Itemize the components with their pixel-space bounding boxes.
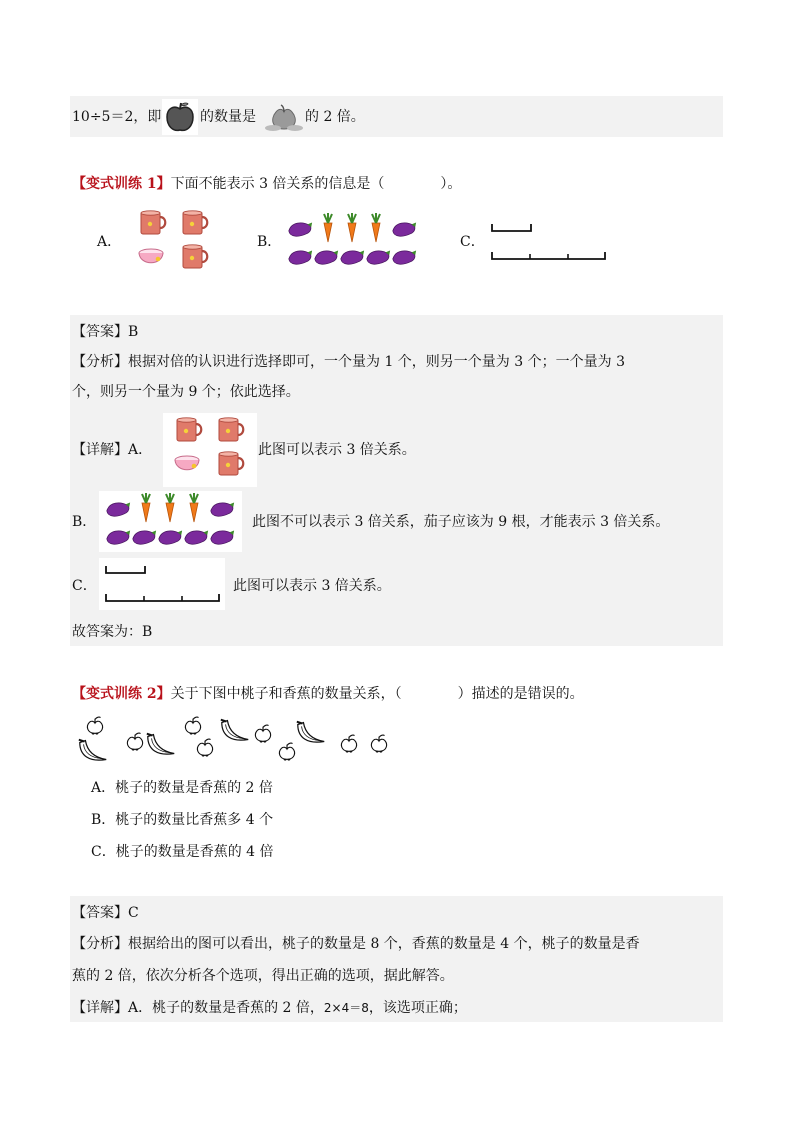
answer1-detail-c-label: C． — [72, 578, 97, 594]
answer1-analysis-tag: 【分析】 — [72, 354, 128, 370]
option-b-figure — [286, 213, 420, 271]
answer1-detail-a-text: 此图可以表示 3 倍关系。 — [258, 442, 416, 458]
answer2-analysis-text1: 根据给出的图可以看出，桃子的数量是 8 个，香蕉的数量是 4 个，桃子的数量是香 — [128, 936, 640, 952]
variant1-option-a: A． — [97, 234, 122, 250]
eggplant-icon — [211, 502, 234, 516]
detail-b-figure — [104, 493, 238, 551]
variant1-tag: 【变式训练 1】 — [72, 176, 171, 192]
answer1-analysis-line2: 个，则另一个量为 9 个；依此选择。 — [72, 384, 300, 400]
cup-icon — [219, 452, 243, 475]
eggplant-icon — [289, 250, 312, 264]
answer2-detail-formula: 2×4＝8 — [323, 1001, 369, 1015]
apple-icon — [162, 99, 198, 135]
peach-icon — [127, 733, 142, 751]
peach-icon — [197, 739, 212, 757]
top-line-post: 的 2 倍。 — [305, 109, 365, 125]
peach-icon — [264, 99, 304, 135]
eggplant-icon — [393, 222, 416, 236]
banana-icon — [221, 720, 248, 740]
eggplant-icon — [393, 250, 416, 264]
carrot-icon — [372, 213, 380, 242]
banana-icon — [297, 722, 324, 742]
answer2-detail-a: A．桃子的数量是香蕉的 2 倍， — [128, 1000, 324, 1016]
top-line-pre: 10÷5＝2，即 — [72, 109, 162, 125]
answer1-detail-tag: 【详解】 — [72, 442, 128, 458]
answer1-detail-c-text: 此图可以表示 3 倍关系。 — [233, 578, 391, 594]
banana-icon — [79, 740, 106, 760]
carrot-icon — [142, 493, 150, 522]
eggplant-icon — [107, 530, 130, 544]
answer2-detail — [72, 998, 467, 1018]
eggplant-icon — [289, 222, 312, 236]
answer2-detail-tag: 【详解】 — [72, 1000, 128, 1016]
option-c-segment-diagram — [488, 220, 608, 262]
variant2-question-text: 关于下图中桃子和香蕉的数量关系，（ ）描述的是错误的。 — [170, 686, 584, 702]
answer1-analysis-line1 — [72, 352, 625, 372]
variant1-question-text: 下面不能表示 3 倍关系的信息是（ ）。 — [170, 176, 462, 192]
top-line — [72, 107, 161, 127]
banana-icon — [147, 734, 174, 754]
peach-icon — [341, 735, 356, 753]
answer1-analysis-text1: 根据对倍的认识进行选择即可，一个量为 1 个，则另一个量为 3 个；一个量为 3 — [128, 354, 625, 370]
variant2-question — [72, 684, 584, 704]
variant1-option-c: C． — [460, 234, 485, 250]
peach-icon — [185, 717, 200, 735]
cup-icon — [177, 418, 201, 441]
top-line-mid-wrap — [200, 107, 256, 127]
carrot-icon — [348, 213, 356, 242]
eggplant-icon — [315, 250, 338, 264]
variant2-option-a: A．桃子的数量是香蕉的 2 倍 — [91, 780, 273, 796]
cup-icon — [183, 211, 207, 234]
eggplant-icon — [185, 530, 208, 544]
eggplant-icon — [367, 250, 390, 264]
eggplant-icon — [107, 502, 130, 516]
bowl-icon — [139, 249, 163, 263]
eggplant-icon — [159, 530, 182, 544]
answer2-analysis-line1 — [72, 934, 640, 954]
carrot-icon — [166, 493, 174, 522]
peach-icon — [371, 735, 386, 753]
top-line-post-wrap — [305, 107, 365, 127]
peach-icon — [279, 743, 294, 761]
variant1-question — [72, 174, 461, 194]
answer1-detail-b-label: B． — [72, 514, 97, 530]
answer2-answer: 【答案】C — [72, 905, 139, 921]
answer2-analysis-line2: 蕉的 2 倍，依次分析各个选项，得出正确的选项，据此解答。 — [72, 968, 454, 984]
eggplant-icon — [341, 250, 364, 264]
bowl-icon — [175, 456, 199, 470]
eggplant-icon — [211, 530, 234, 544]
top-line-mid: 的数量是 — [200, 109, 256, 125]
answer2-analysis-tag: 【分析】 — [72, 936, 128, 952]
variant2-tag: 【变式训练 2】 — [72, 686, 171, 702]
detail-c-segment-diagram — [102, 562, 222, 604]
answer1-detail-a-label: A． — [128, 442, 153, 458]
answer1-answer: 【答案】B — [72, 324, 139, 340]
variant2-option-c: C．桃子的数量是香蕉的 4 倍 — [91, 844, 274, 860]
detail-a-figure — [172, 415, 252, 481]
variant2-option-b: B．桃子的数量比香蕉多 4 个 — [91, 812, 274, 828]
answer1-detail-a — [72, 440, 152, 460]
eggplant-icon — [133, 530, 156, 544]
cup-icon — [219, 418, 243, 441]
cup-icon — [183, 245, 207, 268]
answer1-detail-b-text: 此图不可以表示 3 倍关系，茄子应该为 9 根，才能表示 3 倍关系。 — [252, 514, 670, 530]
variant1-option-b: B． — [257, 234, 282, 250]
answer2-detail-end: ，该选项正确； — [368, 1000, 467, 1016]
peach-icon — [255, 725, 270, 743]
carrot-icon — [324, 213, 332, 242]
peach-icon — [87, 717, 102, 735]
carrot-icon — [190, 493, 198, 522]
cup-icon — [141, 211, 165, 234]
answer1-conclusion: 故答案为：B — [72, 624, 153, 640]
option-a-figure — [136, 208, 216, 274]
peach-banana-figure — [76, 712, 394, 768]
